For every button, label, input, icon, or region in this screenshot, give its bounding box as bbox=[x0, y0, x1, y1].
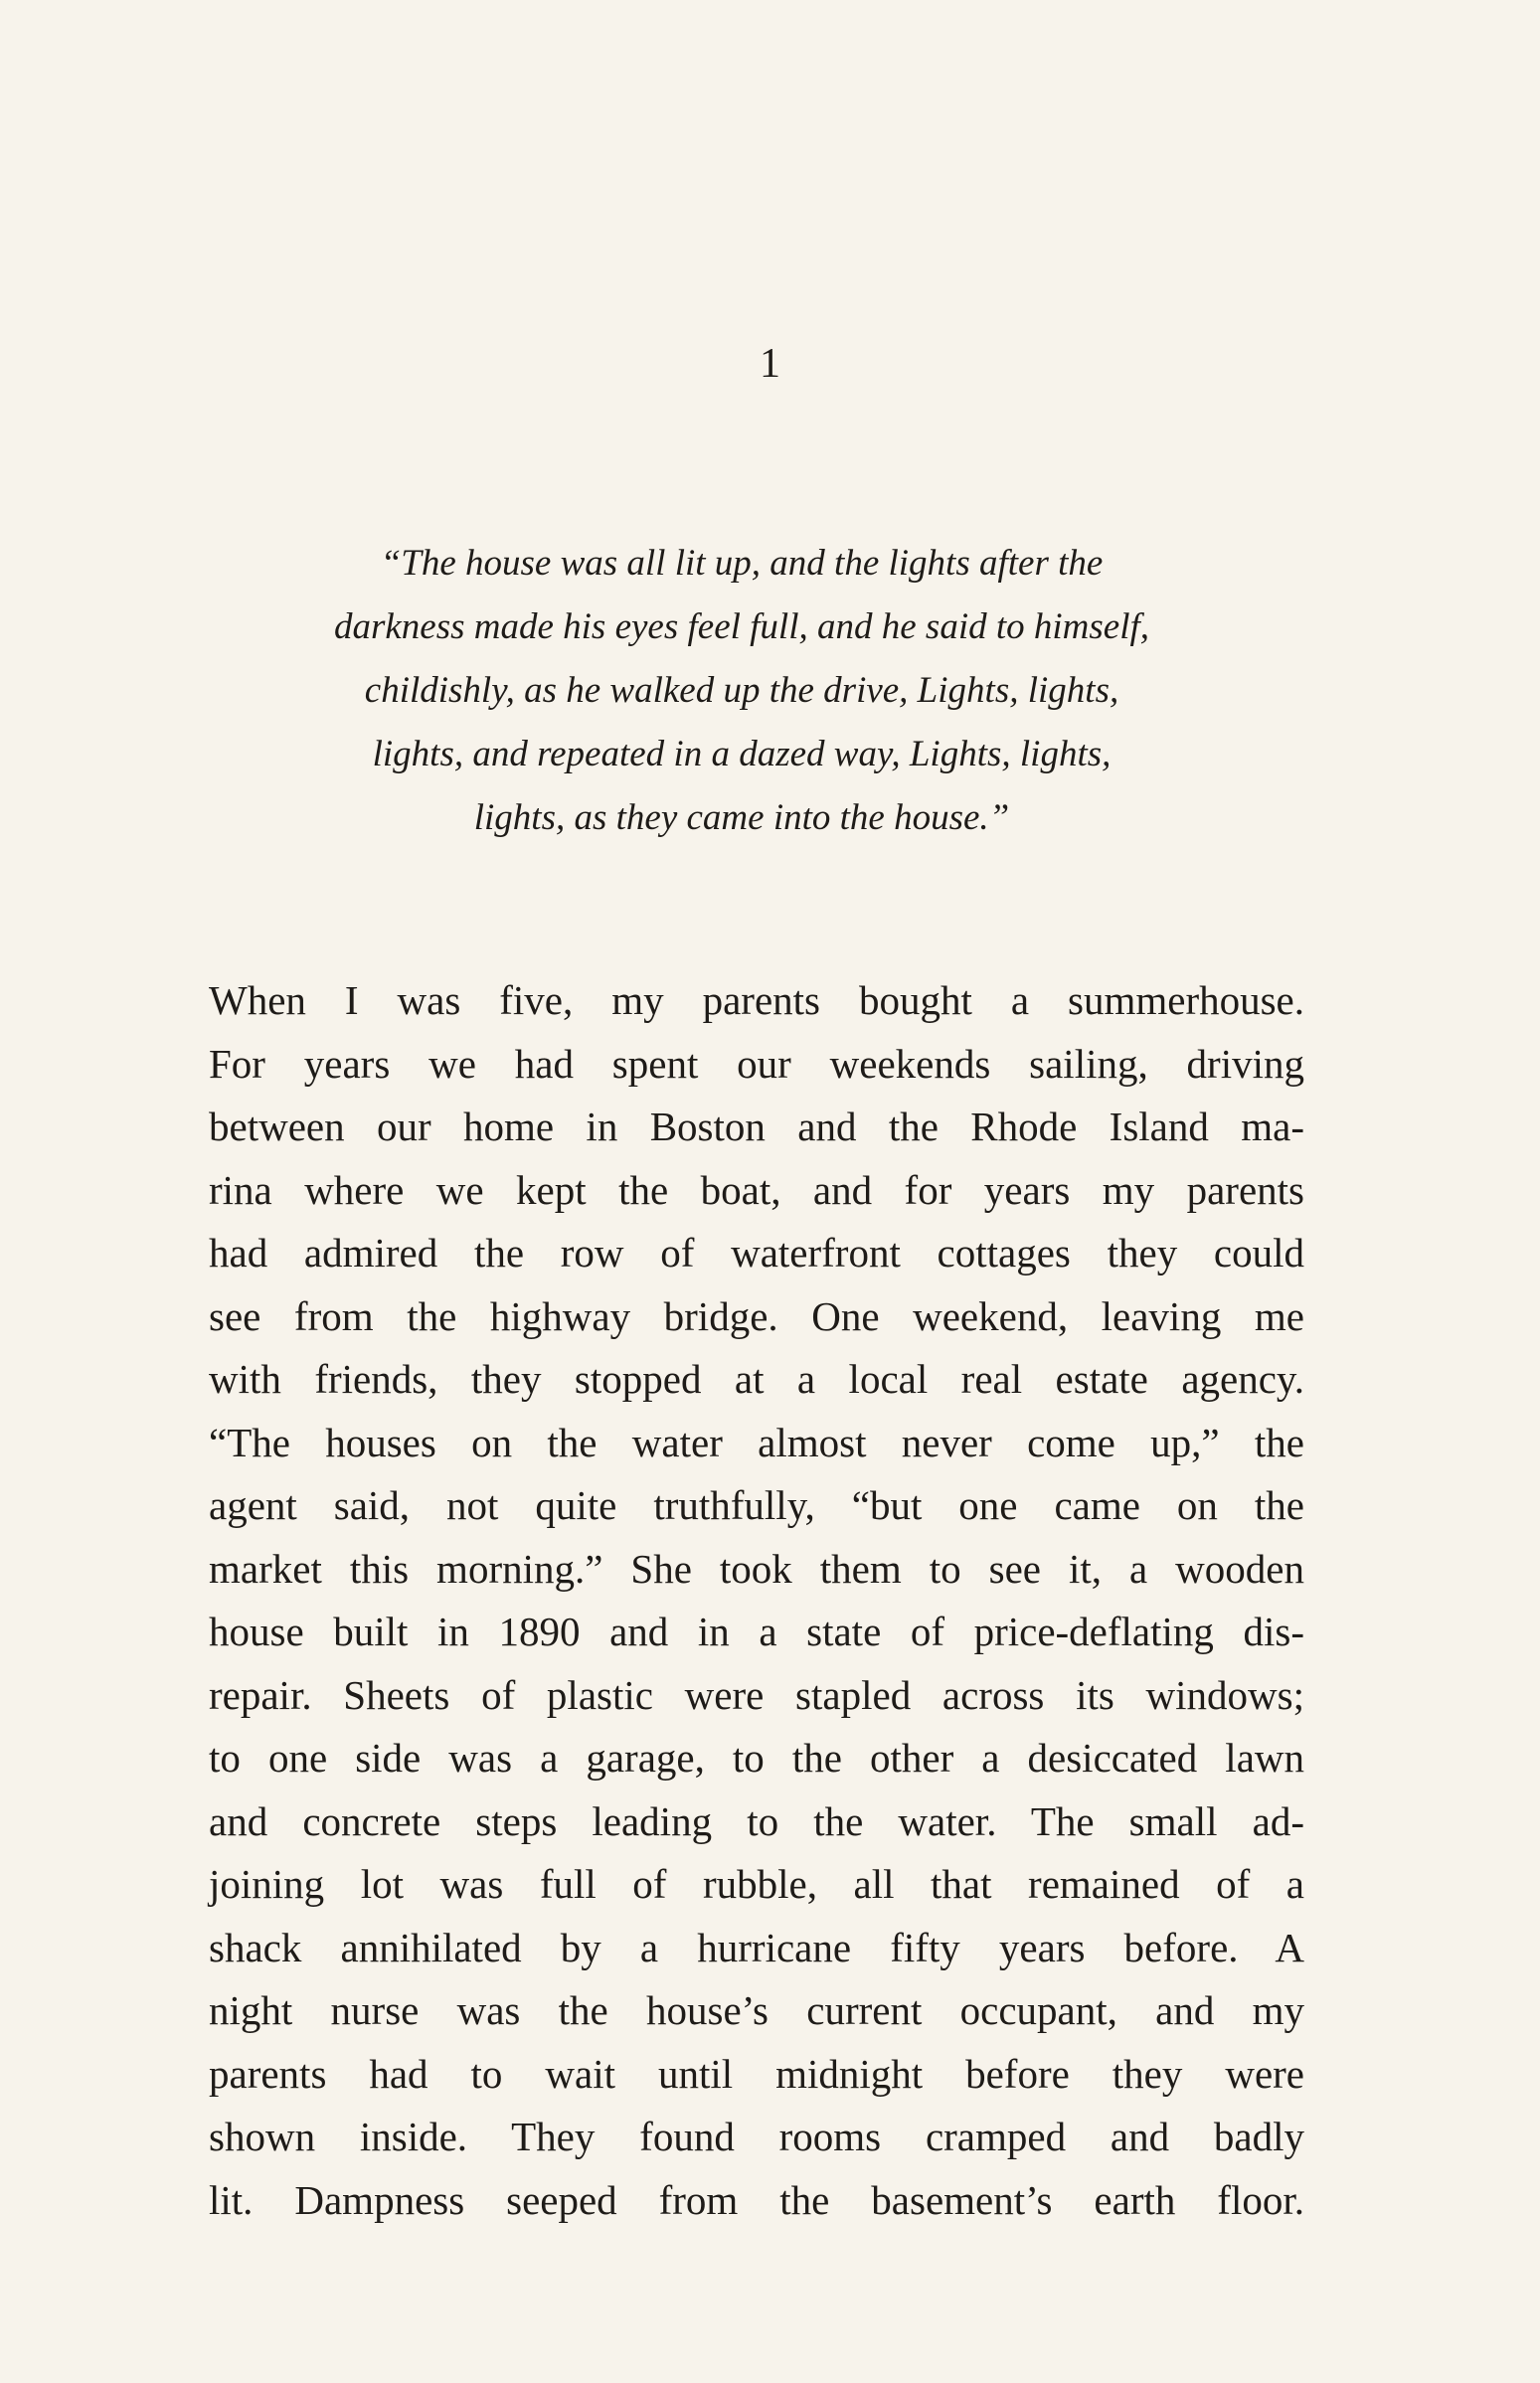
body-line: between our home in Boston and the Rhode Island ma- bbox=[209, 1104, 1304, 1149]
body-line: lit. Dampness seeped from the basement’s earth floor. bbox=[209, 2176, 1304, 2223]
body-line: shack annihilated by a hurricane fifty years before. A bbox=[209, 1924, 1304, 1970]
epigraph bbox=[237, 532, 1247, 850]
body-line: see from the highway bridge. One weekend, leaving me bbox=[209, 1292, 1304, 1339]
body-line: rina where we kept the boat, and for years my parents bbox=[209, 1166, 1304, 1213]
epigraph-line: “The house was all lit up, and the lights after the bbox=[380, 543, 1104, 584]
body-line: night nurse was the house’s current occupant, and my bbox=[209, 1987, 1304, 2033]
body-line: shown inside. They found rooms cramped and badly bbox=[209, 2114, 1304, 2159]
body-line: and concrete steps leading to the water. The small ad- bbox=[209, 1797, 1304, 1844]
chapter-number: 1 bbox=[760, 341, 780, 387]
body-line: repair. Sheets of plastic were stapled across its windows; bbox=[209, 1671, 1304, 1718]
epigraph-line: darkness made his eyes feel full, and he said to himself, bbox=[333, 606, 1150, 647]
epigraph-line: lights, and repeated in a dazed way, Lights, lights, bbox=[372, 734, 1112, 774]
body-line: house built in 1890 and in a state of price-deflating dis- bbox=[209, 1609, 1304, 1654]
epigraph-line: childishly, as he walked up the drive, Lights, lights, bbox=[364, 670, 1119, 711]
body-line: with friends, they stopped at a local real estate agency. bbox=[209, 1356, 1304, 1402]
body-line: market this morning.” She took them to see it, a wooden bbox=[209, 1545, 1304, 1592]
body-line: agent said, not quite truthfully, “but one came on the bbox=[209, 1482, 1304, 1528]
body-line: parents had to wait until midnight before they were bbox=[209, 2050, 1304, 2097]
body-line: joining lot was full of rubble, all that remained of a bbox=[209, 1861, 1304, 1907]
body-line: “The houses on the water almost never come up,” the bbox=[209, 1419, 1304, 1465]
body-line: to one side was a garage, to the other a desiccated lawn bbox=[209, 1735, 1304, 1781]
body-line: For years we had spent our weekends sailing, driving bbox=[209, 1040, 1304, 1087]
body-line: When I was five, my parents bought a summerhouse. bbox=[209, 977, 1304, 1023]
epigraph-line: lights, as they came into the house.” bbox=[473, 797, 1010, 838]
body-paragraph bbox=[209, 969, 1304, 2232]
body-line: had admired the row of waterfront cottages they could bbox=[209, 1230, 1304, 1276]
